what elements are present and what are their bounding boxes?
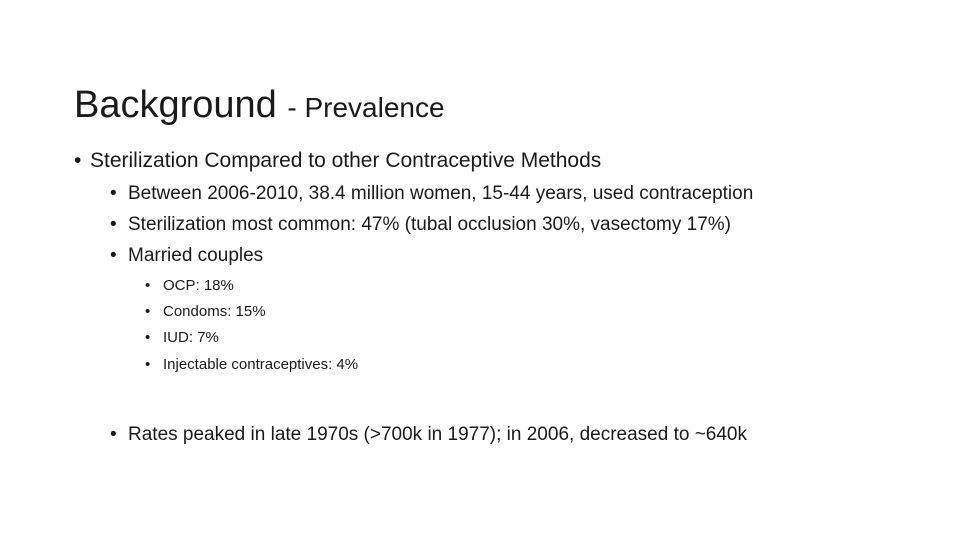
bullet-item bbox=[110, 245, 263, 267]
bullet-text: Rates peaked in late 1970s (>700k in 1977); in 2006, decreased to ~640k bbox=[128, 424, 747, 445]
bullet-text: Married couples bbox=[128, 245, 264, 266]
bullet-marker: • bbox=[145, 356, 151, 373]
bullet-text: Injectable contraceptives: 4% bbox=[163, 356, 359, 373]
bullet-item bbox=[74, 149, 601, 173]
bullet-marker: • bbox=[110, 214, 117, 235]
bullet-marker: • bbox=[145, 277, 151, 294]
bullet-text: OCP: 18% bbox=[163, 277, 234, 294]
bullet-text: IUD: 7% bbox=[163, 329, 219, 346]
bullet-item bbox=[145, 303, 266, 320]
bullet-item bbox=[145, 277, 234, 294]
bullet-text: Between 2006-2010, 38.4 million women, 15-44 years, used contraception bbox=[128, 183, 754, 204]
bullet-marker: • bbox=[145, 329, 151, 346]
bullet-marker: • bbox=[110, 183, 117, 204]
bullet-item bbox=[110, 183, 753, 205]
bullet-text: Sterilization most common: 47% (tubal occlusion 30%, vasectomy 17%) bbox=[128, 214, 731, 235]
bullet-marker: • bbox=[110, 245, 117, 266]
bullet-marker: • bbox=[74, 149, 82, 172]
bullet-marker: • bbox=[110, 424, 117, 445]
slide-title bbox=[74, 83, 445, 130]
bullet-text: Sterilization Compared to other Contraceptive Methods bbox=[90, 149, 602, 172]
title-main: Background bbox=[74, 84, 277, 127]
bullet-item bbox=[145, 329, 219, 346]
bullet-text: Condoms: 15% bbox=[163, 303, 266, 320]
bullet-item bbox=[110, 214, 731, 236]
title-subtitle: - Prevalence bbox=[287, 92, 445, 124]
bullet-item bbox=[145, 356, 358, 373]
bullet-marker: • bbox=[145, 303, 151, 320]
bullet-item bbox=[110, 424, 747, 446]
